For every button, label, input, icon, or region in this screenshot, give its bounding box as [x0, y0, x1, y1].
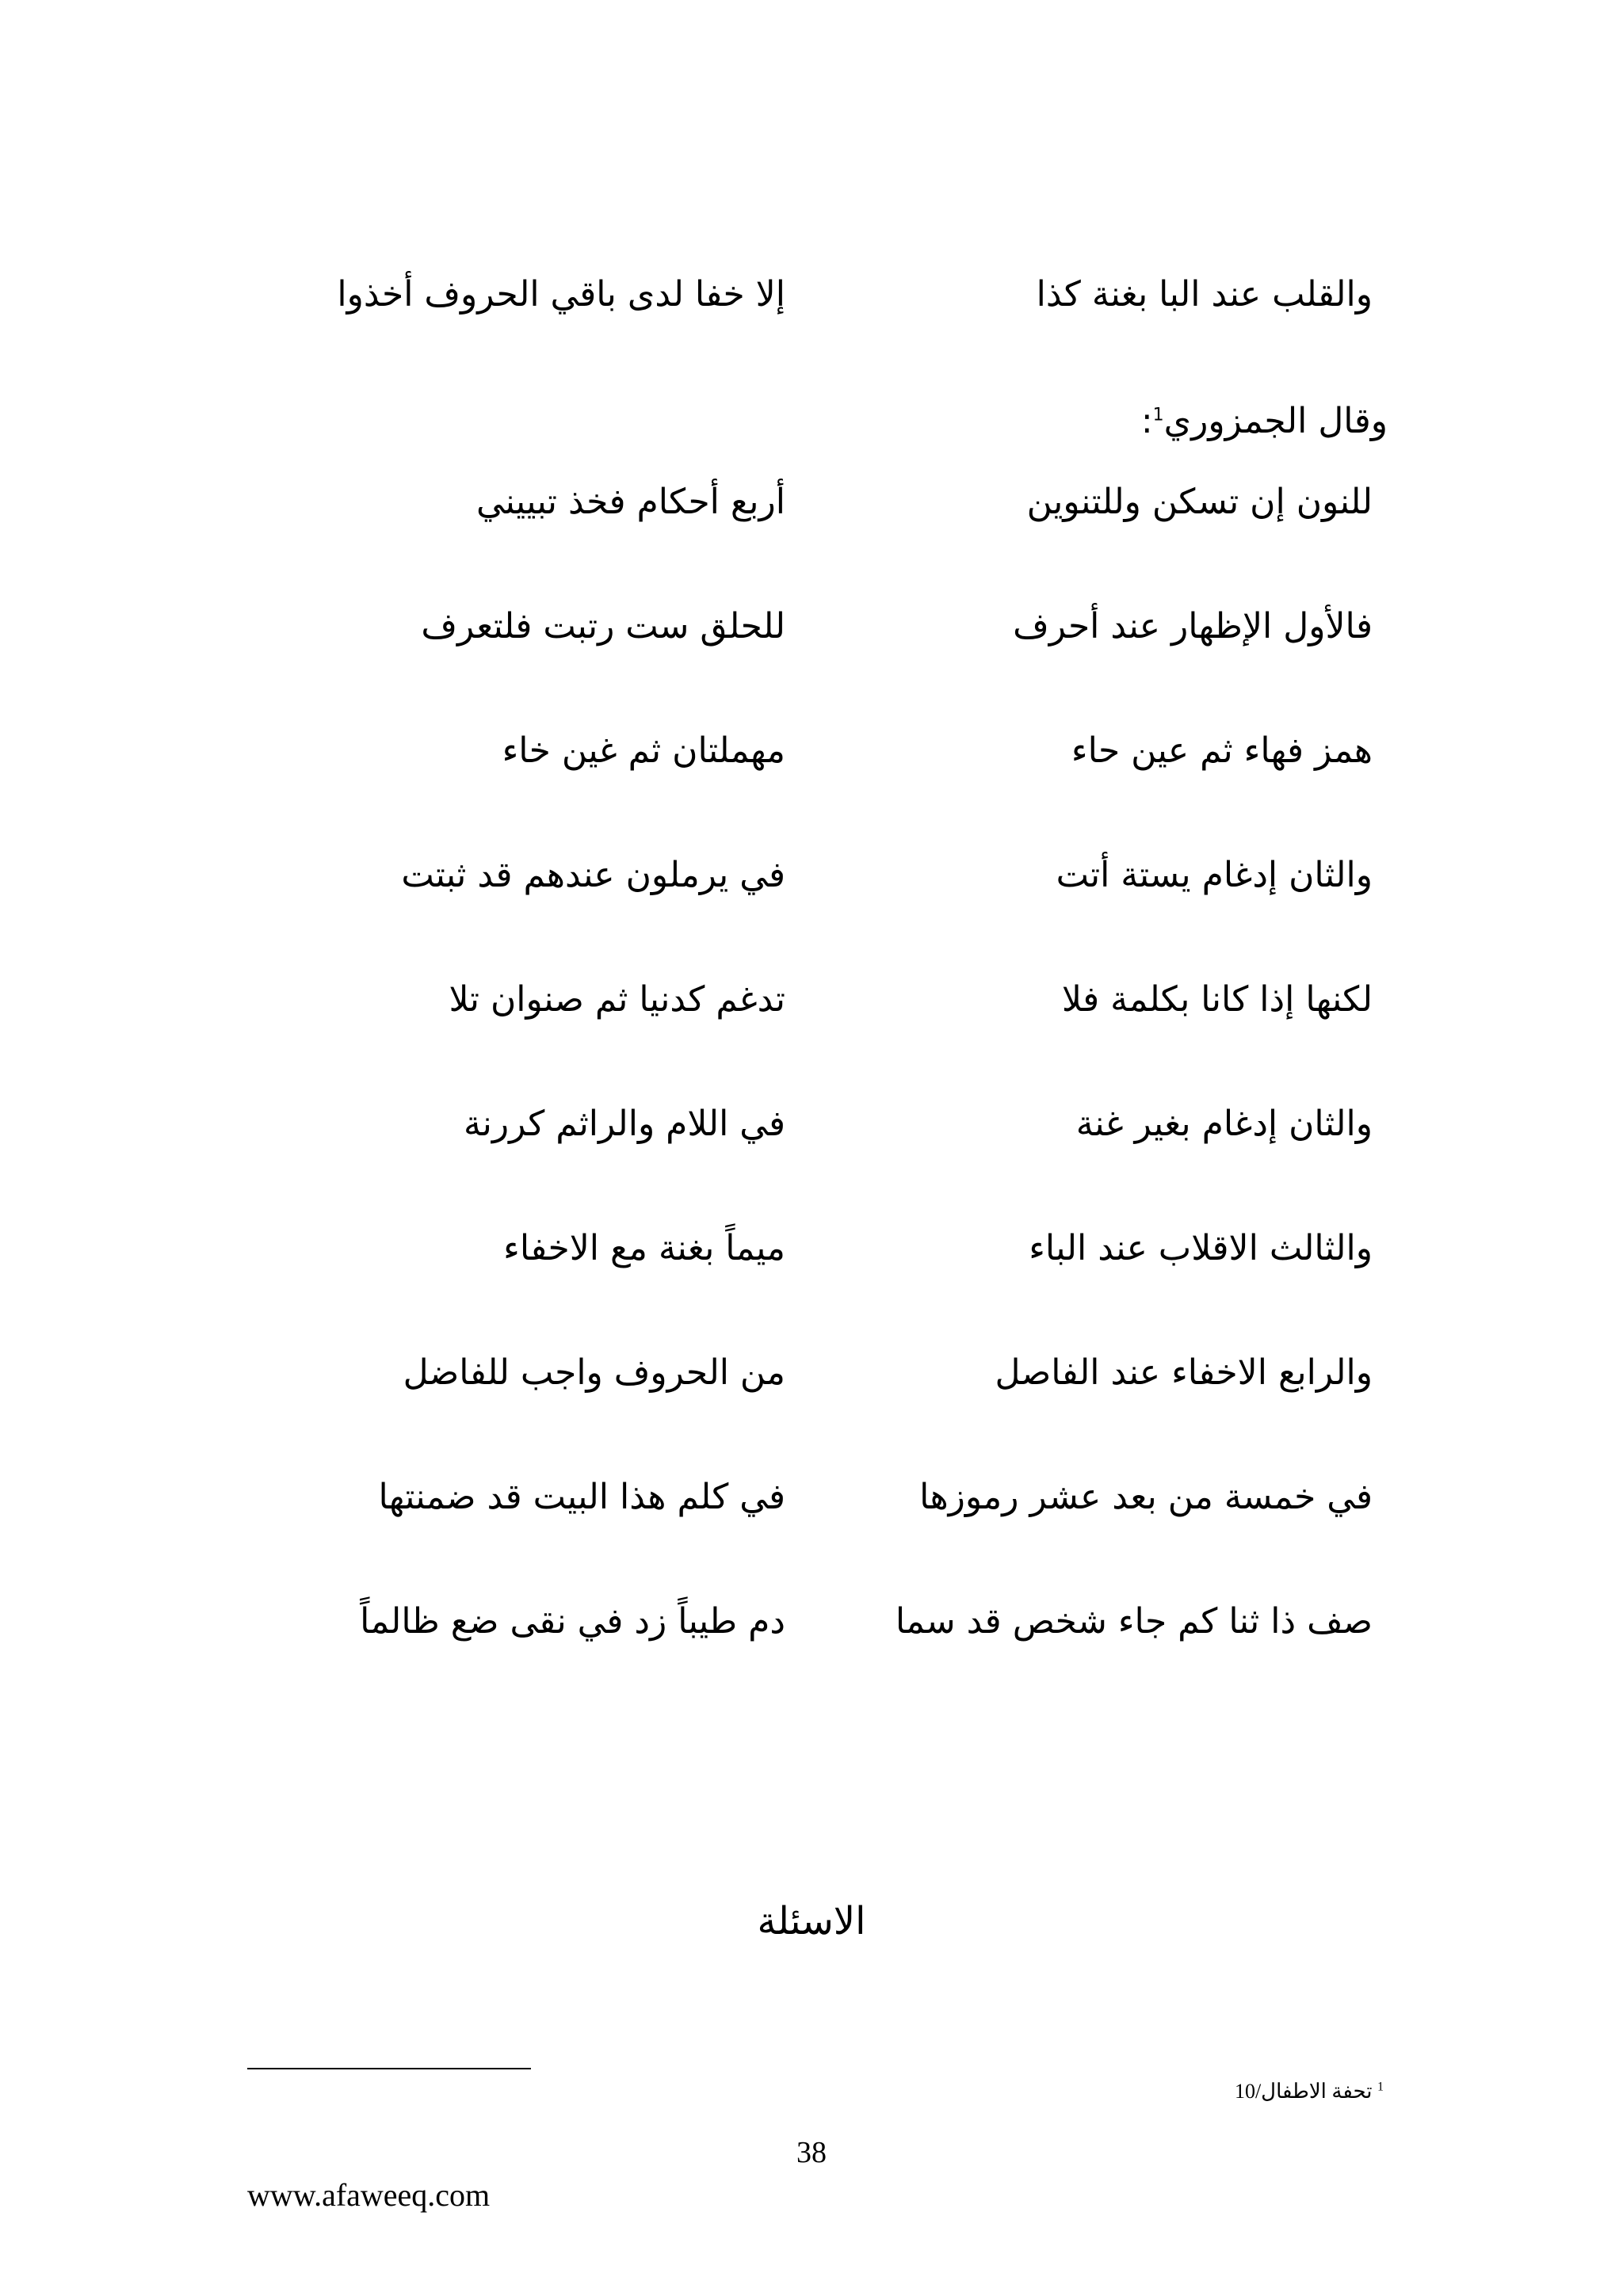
section-heading: الاسئلة: [757, 1899, 866, 1943]
verse-second-hemistich: في كلم هذا البيت قد ضمنتها: [378, 1477, 785, 1517]
footnote: [1235, 2076, 1384, 2107]
verse-first-hemistich: همز فهاء ثم عين حاء: [1071, 730, 1373, 771]
intro-text: وقال الجمزوري: [1163, 401, 1388, 441]
poem-verse: [0, 1590, 1623, 1653]
footnote-number: 1: [1377, 2080, 1384, 2094]
verse-first-hemistich: في خمسة من بعد عشر رموزها: [919, 1477, 1373, 1517]
verse-second-hemistich: أربع أحكام فخذ تبييني: [475, 482, 785, 522]
poem-verse: [0, 968, 1623, 1032]
verse-second-hemistich: في اللام والراثم كررنة: [463, 1104, 785, 1144]
poem-intro: [1141, 390, 1388, 453]
verse-second-hemistich: ميماً بغنة مع الاخفاء: [503, 1228, 785, 1268]
footnote-text: تحفة الاطفال/10: [1234, 2080, 1373, 2103]
poem-verse: [0, 1466, 1623, 1529]
verse-first-hemistich: للنون إن تسكن وللتنوين: [1026, 482, 1373, 522]
verse-first-hemistich: والثان إدغام يستة أتت: [1056, 855, 1373, 895]
verse-first-hemistich: والرابع الاخفاء عند الفاصل: [995, 1352, 1373, 1393]
poem-verse: [0, 1217, 1623, 1280]
poem-verse: [0, 844, 1623, 907]
opening-verse: [0, 263, 1623, 326]
poem-verse: [0, 595, 1623, 658]
verse-second-hemistich: في يرملون عندهم قد ثبتت: [401, 855, 785, 895]
verse-second-hemistich: دم طيباً زد في نقى ضع ظالماً: [360, 1601, 785, 1642]
verse-second-hemistich: للحلق ست رتبت فلتعرف: [421, 606, 785, 646]
poem-verse: [0, 471, 1623, 534]
verse-second-hemistich: من الحروف واجب للفاضل: [403, 1352, 785, 1393]
poem-verse: [0, 1341, 1623, 1405]
verse-first-hemistich: فالأول الإظهار عند أحرف: [1013, 606, 1373, 646]
opening-verse-first-hemistich: والقلب عند البا بغنة كذا: [1036, 274, 1373, 315]
intro-colon: :: [1140, 401, 1153, 441]
poem-verse: [0, 1093, 1623, 1156]
verse-first-hemistich: لكنها إذا كانا بكلمة فلا: [1061, 979, 1373, 1020]
page-number: 38: [796, 2136, 827, 2169]
verse-first-hemistich: والثالث الاقلاب عند الباء: [1029, 1228, 1373, 1268]
verse-first-hemistich: والثان إدغام بغير غنة: [1075, 1104, 1373, 1144]
verse-second-hemistich: تدغم كدنيا ثم صنوان تلا: [449, 979, 785, 1020]
website-link[interactable]: www.afaweeq.com: [247, 2177, 491, 2213]
poem-verse: [0, 719, 1623, 783]
footnote-separator: [247, 2068, 531, 2069]
verse-second-hemistich: مهملتان ثم غين خاء: [502, 730, 785, 771]
footnote-reference[interactable]: 1: [1152, 405, 1164, 425]
verse-first-hemistich: صف ذا ثنا كم جاء شخص قد سما: [895, 1601, 1373, 1642]
opening-verse-second-hemistich: إلا خفا لدى باقي الحروف أخذوا: [337, 274, 785, 315]
